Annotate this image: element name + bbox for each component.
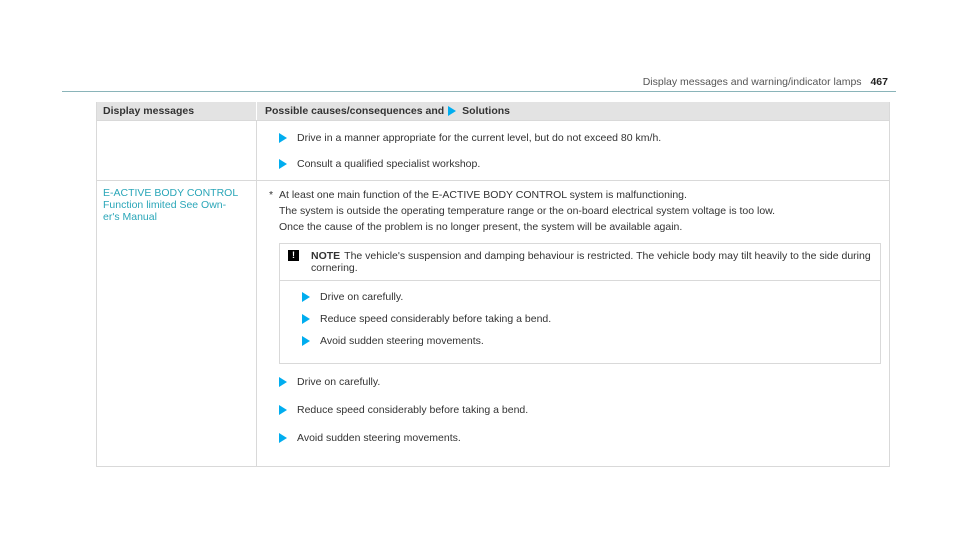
column-header-causes: Possible causes/consequences and	[265, 105, 445, 117]
arrow-right-icon	[279, 159, 287, 169]
table-row	[97, 180, 889, 466]
section-title: Display messages and warning/indicator lamps	[642, 76, 862, 88]
column-header-display-messages: Display messages	[97, 102, 257, 120]
note-box	[279, 243, 881, 364]
page-number: 467	[870, 76, 888, 88]
arrow-right-icon	[302, 336, 310, 346]
solutions-cell	[257, 121, 889, 180]
cause-text: At least one main function of the E-ACTIVE BODY CONTROL system is malfunctioning.	[279, 189, 687, 201]
note-step	[302, 335, 880, 347]
arrow-right-icon	[279, 133, 287, 143]
causes-solutions-cell	[257, 181, 889, 466]
solution-step	[279, 132, 881, 144]
arrow-right-icon	[279, 405, 287, 415]
cause-paragraph	[269, 187, 881, 203]
table-header-row	[97, 102, 889, 120]
page-header	[0, 0, 960, 100]
display-message-line: er's Manual	[103, 211, 157, 223]
step-text: Drive on carefully.	[297, 376, 381, 388]
arrow-right-icon	[279, 433, 287, 443]
display-message-line: E-ACTIVE BODY CONTROL	[103, 187, 239, 199]
note-text: The vehicle's suspension and damping behaviour is restricted. The vehicle body may tilt heavily to the side during cornering.	[311, 250, 871, 274]
header-divider	[62, 91, 896, 92]
column-header-solutions: Solutions	[462, 105, 511, 117]
table-row	[97, 120, 889, 180]
footnote-marker: *	[269, 189, 274, 201]
step-text: Drive in a manner appropriate for the current level, but do not exceed 80 km/h.	[297, 132, 662, 144]
solution-step	[279, 404, 881, 416]
arrow-right-icon	[302, 292, 310, 302]
note-steps	[280, 281, 880, 363]
solution-step	[279, 158, 881, 170]
note-label: NOTE	[311, 250, 341, 262]
arrow-right-icon	[302, 314, 310, 324]
column-header-causes-solutions	[257, 102, 889, 120]
step-text: Reduce speed considerably before taking a bend.	[297, 404, 529, 416]
warning-icon: !	[288, 250, 299, 261]
solution-steps	[279, 376, 881, 444]
arrow-right-icon	[279, 377, 287, 387]
note-header	[280, 244, 880, 281]
note-step	[302, 313, 880, 325]
step-text: Avoid sudden steering movements.	[320, 335, 484, 347]
arrow-right-icon	[448, 106, 456, 116]
step-text: Drive on carefully.	[320, 291, 404, 303]
step-text: Avoid sudden steering movements.	[297, 432, 461, 444]
solution-step	[279, 376, 881, 388]
note-step	[302, 291, 880, 303]
solution-step	[279, 432, 881, 444]
cause-paragraph: Once the cause of the problem is no longer present, the system will be available again.	[279, 221, 683, 233]
step-text: Consult a qualified specialist workshop.	[297, 158, 481, 170]
display-message-cell	[97, 181, 257, 466]
step-text: Reduce speed considerably before taking a bend.	[320, 313, 552, 325]
cause-paragraph: The system is outside the operating temperature range or the on-board electrical system voltage is too low.	[279, 205, 776, 217]
note-content	[311, 250, 872, 274]
display-message-line: Function limited See Own-	[103, 199, 227, 211]
message-cell-empty	[97, 121, 257, 180]
messages-table	[96, 102, 890, 467]
running-header	[643, 76, 888, 88]
